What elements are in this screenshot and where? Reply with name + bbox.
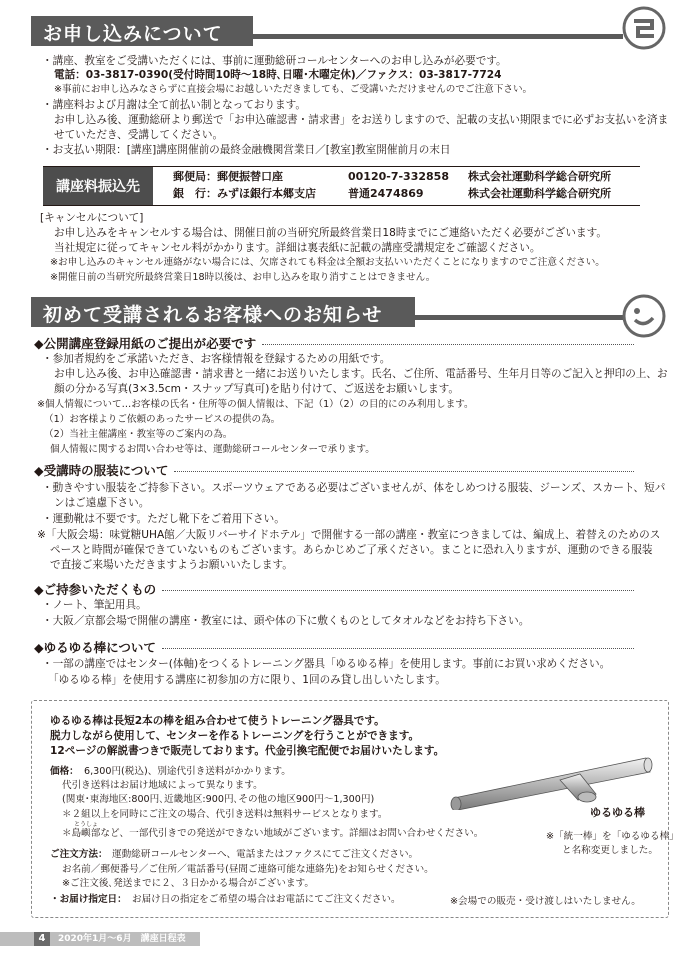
subheading-registration: ◆公開講座登録用紙のご提出が必要です xyxy=(34,334,634,352)
cancel-line: 当社規定に従ってキャンセル料がかかります。詳細は裏表紙に記載の講座受講規定をご確認ください。 xyxy=(54,242,541,254)
privacy-note: （2）当社主催講座・教室等のご案内の為。 xyxy=(44,429,233,440)
body-line: ・講座、教室をご受講いただくには、事前に運動総研コールセンターへのお申し込みが必要です。 xyxy=(42,55,507,67)
body-note: ペースと時間が確保できていないものもございます。あらかじめご了承ください。まことに恐れ入りますが、運動のできる服装 xyxy=(50,544,653,556)
section-title: 初めて受講されるお客様へのお知らせ xyxy=(43,304,383,326)
cancel-note: ※開催日前の当研究所最終営業日18時以後は、お申し込みを取り消すことはできません。 xyxy=(50,272,436,283)
cancel-line: お申し込みをキャンセルする場合は、開催日前の当研究所最終営業日18時までにご連絡いただく必要がございます。 xyxy=(54,227,607,239)
footer-text: 2020年1月〜6月 講座日程表 xyxy=(58,934,186,944)
price-line: ＊２組以上を同時にご注文の場合、代引き送料は無料サービスとなります。 xyxy=(62,809,388,820)
cancel-heading: [キャンセルについて] xyxy=(40,212,144,224)
payment-deadline-line: ・お支払い期限：[講座]講座開催前の最終金融機関営業日／[教室]教室開催前月の末日 xyxy=(42,144,451,156)
fee-label: 講座料振込先 xyxy=(43,167,153,205)
price-line: (関東･東海地区:800円､近畿地区:900円､その他の地区900円〜1,300円) xyxy=(62,794,375,805)
product-intro: 12ページの解説書つきで販売しております。代金引換宅配便でお届けいたします。 xyxy=(50,745,445,757)
delivery-text: お届け日の指定をご希望の場合はお電話にてご注文ください。 xyxy=(132,894,401,905)
body-line: ・運動靴は不要です。ただし靴下をご着用下さい。 xyxy=(42,513,285,525)
fee-bank-holder: 株式会社運動科学総合研究所 xyxy=(468,187,611,200)
section-title: お申し込みについて xyxy=(43,23,223,45)
fee-post-holder: 株式会社運動科学総合研究所 xyxy=(468,170,611,183)
body-line: ・ノート、筆記用具。 xyxy=(42,599,147,611)
fee-bank-name: 銀 行：みずほ銀行本郷支店 xyxy=(173,187,316,200)
rename-note: ※「統一棒」を「ゆるゆる棒」 xyxy=(546,831,679,842)
body-line: せていただき、受講してください。 xyxy=(54,129,224,141)
body-line: お申し込み後、運動総研より郵送で「お申込確認書・請求書」をお送りしますので、記載の支払い期限までに必ずお支払いを済ま xyxy=(54,114,669,126)
section-header-application xyxy=(31,16,641,46)
product-name: ゆるゆる棒 xyxy=(590,806,645,819)
fee-post-number: 00120-7-332858 xyxy=(348,170,449,183)
subheading-clothing: ◆受講時の服装について xyxy=(34,461,634,479)
body-line: ンはご遠慮下さい。 xyxy=(54,497,150,509)
fee-transfer-box xyxy=(43,166,640,206)
fee-bank-number: 普通2474869 xyxy=(348,187,424,200)
order-label: ご注文方法： xyxy=(50,849,108,860)
rename-note: と名称変更しました。 xyxy=(562,845,658,856)
page-number: 4 xyxy=(34,932,50,946)
smile-emblem-icon xyxy=(622,294,666,338)
price-line: 代引き送料はお届け地域によって異なります。 xyxy=(62,780,263,791)
price-label: 価格： xyxy=(50,766,79,777)
body-line: ・大阪／京都会場で開催の講座・教室には、頭や体の下に敷くものとしてタオルなどをお持ち下さい。 xyxy=(42,615,530,627)
body-line: ・一部の講座ではセンター(体軸)をつくるトレーニング器具「ゆるゆる棒」を使用します。事前にお買い求めください。 xyxy=(42,658,611,670)
privacy-note: ※個人情報について…お客様の氏名・住所等の個人情報は、下記（1）（2）の目的にのみ利用します。 xyxy=(37,399,474,410)
privacy-note: 個人情報に関するお問い合わせ等は、運動総研コールセンターで承ります。 xyxy=(50,444,375,455)
body-line: ・動きやすい服装をご持参下さい。スポーツウェアである必要はございませんが、体をしめつける服装、ジーンズ、スカート、短パ xyxy=(42,482,666,494)
body-note: ※「大阪会場：味覚糖UHA館／大阪リバーサイドホテル」で開催する一部の講座・教室につきましては、編成上、着替えのためのス xyxy=(37,529,661,541)
body-note: で直接ご来場いただきますようお願いいたします。 xyxy=(50,559,293,571)
phone-fax-line: 電話：03-3817-0390(受付時間10時〜18時､日曜･木曜定休)／ファクス：03-3817-7724 xyxy=(54,69,502,81)
order-line: 運動総研コールセンターへ、電話またはファクスにてご注文ください。 xyxy=(112,849,419,860)
yuruyuru-stick-illustration xyxy=(440,750,660,810)
product-intro: 脱力しながら使用して、センターを作るトレーニングを行うことができます。 xyxy=(50,730,420,742)
order-line: ※ご注文後､発送までに２、３日かかる場合がございます。 xyxy=(62,878,314,889)
body-line: ・参加者規約をご承諾いただき、お客様情報を登録するための用紙です。 xyxy=(42,353,391,365)
body-line: 顔の分かる写真(3×3.5cm・スナップ写真可)を貼り付けて、ご返送をお願いします。 xyxy=(54,383,459,395)
subheading-items: ◆ご持参いただくもの xyxy=(34,580,634,598)
price-line: ＊島嶼部など、一部代引きでの発送ができない地域がございます。詳細はお問い合わせください。 xyxy=(62,828,484,839)
body-line: 「ゆるゆる棒」を使用する講座に初参加の方に限り、1回のみ貸し出しいたします。 xyxy=(48,674,446,686)
page-footer xyxy=(0,932,680,948)
venue-note: ※会場での販売・受け渡しはいたしません。 xyxy=(450,896,641,907)
subheading-yuruyuru: ◆ゆるゆる棒について xyxy=(34,638,634,656)
privacy-note: （1）お客様よりご依頼のあったサービスの提供の為。 xyxy=(44,414,281,425)
body-note: ※事前にお申し込みなさらずに直接会場にお越しいただきましても、ご受講いただけませんのでご注意下さい。 xyxy=(54,84,533,95)
cancel-note: ※お申し込みのキャンセル連絡がない場合には、欠席されても料金は全額お支払いいただくことになりますのでご注意ください。 xyxy=(50,257,605,268)
body-line: お申し込み後、お申込確認書・請求書と一緒にお送りいたします。氏名、ご住所、電話番号、生年月日等のご記入と押印の上、お xyxy=(54,368,668,380)
price-line: 6,300円(税込)、別途代引き送料がかかります。 xyxy=(84,766,291,777)
delivery-label: ・お届け指定日： xyxy=(50,894,127,905)
order-line: お名前／郵便番号／ご住所／電話番号(昼間ご連絡可能な連絡先)をお知らせください。 xyxy=(62,864,434,875)
product-intro: ゆるゆる棒は長短2本の棒を組み合わせて使うトレーニング器具です。 xyxy=(50,715,385,727)
section-header-first-time xyxy=(31,297,641,327)
ruby-annotation: とうしょ xyxy=(74,821,99,828)
body-line: ・講座料および月謝は全て前払い制となっております。 xyxy=(42,99,306,111)
section-emblem-icon xyxy=(622,6,666,50)
fee-post-name: 郵便局：郵便振替口座 xyxy=(173,170,283,183)
